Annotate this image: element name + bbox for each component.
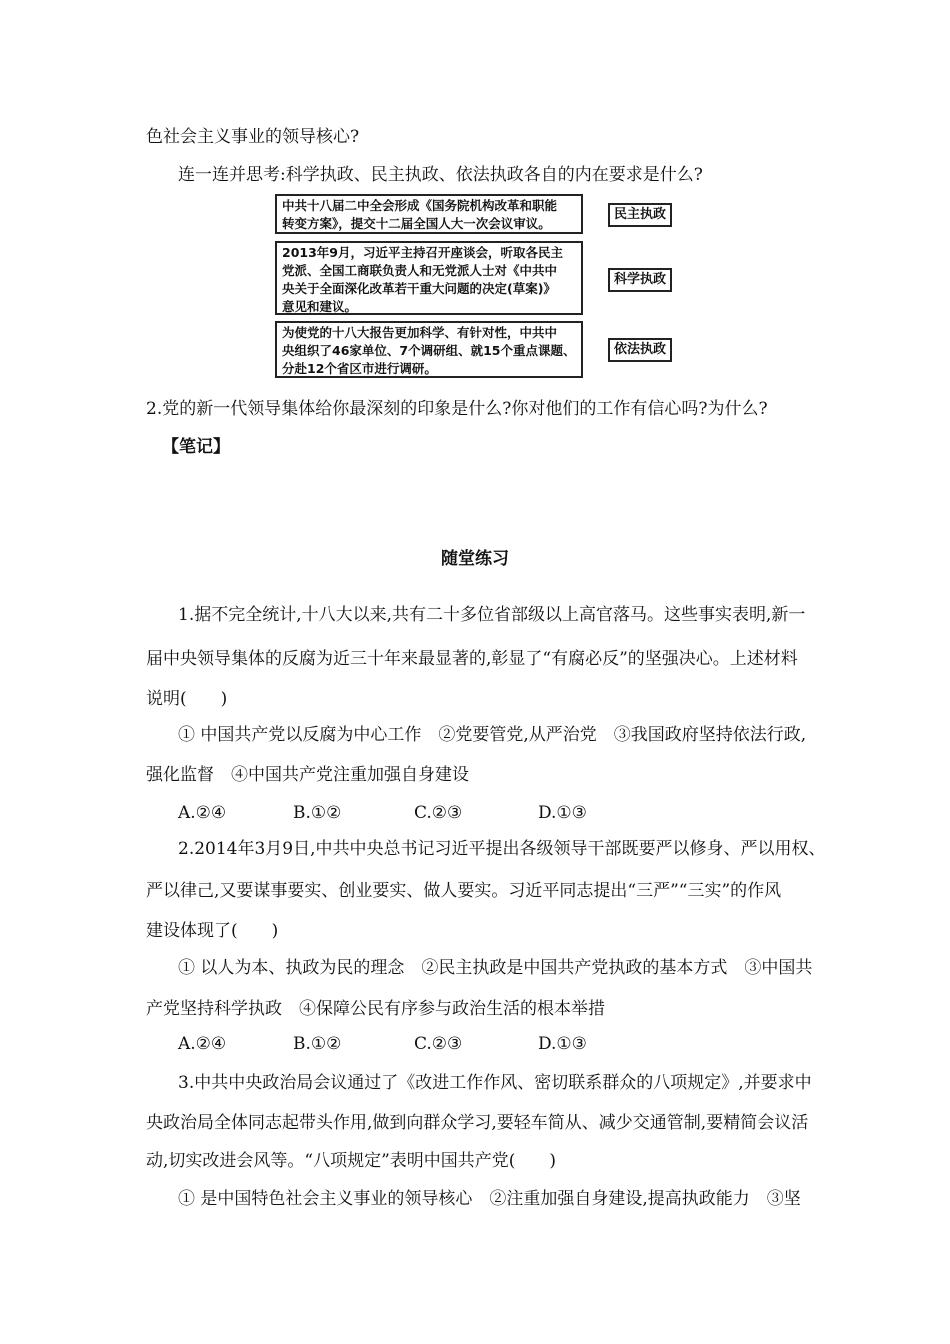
q1-line: 届中央领导集体的反腐为近三十年来最显著的,彰显了“有腐必反”的坚强决心。上述材料 (146, 649, 798, 669)
match-box-2-line: 意见和建议。 (282, 299, 358, 314)
q1-option-a[interactable]: A.②④ (178, 803, 227, 823)
q2-option-d[interactable]: D.①③ (538, 1034, 587, 1054)
q2-option-c[interactable]: C.②③ (414, 1034, 463, 1054)
q1-line: 说明( ) (146, 689, 228, 709)
match-box-3-line: 为使党的十八大报告更加科学、有针对性，中共中 (282, 325, 558, 340)
match-box-2-line: 党派、全国工商联负责人和无党派人士对《中共中 (282, 263, 558, 278)
q2-statement: 产党坚持科学执政 ④保障公民有序参与政治生活的根本举措 (146, 999, 605, 1019)
q2-line: 建设体现了( ) (146, 921, 279, 941)
match-tag-lawful: 依法执政 (608, 338, 672, 362)
q2-statement: ① 以人为本、执政为民的理念 ②民主执政是中国共产党执政的基本方式 ③中国共 (178, 958, 813, 978)
match-box-1-line: 中共十八届二中全会形成《国务院机构改革和职能 (282, 198, 558, 213)
notes-label: 【笔记】 (162, 437, 230, 457)
match-box-3-line: 分赴12个省区市进行调研。 (282, 361, 437, 376)
q2-line: 严以律己,又要谋事要实、创业要实、做人要实。习近平同志提出“三严”“三实”的作风 (146, 881, 782, 901)
q1-option-b[interactable]: B.①② (293, 803, 342, 823)
q1-statement: 强化监督 ④中国共产党注重加强自身建设 (146, 765, 469, 785)
section-title: 随堂练习 (441, 549, 509, 569)
q2-line: 2.2014年3月9日,中共中央总书记习近平提出各级领导干部既要严以修身、严以用权、 (178, 839, 826, 859)
q1-option-c[interactable]: C.②③ (414, 803, 463, 823)
match-box-2-line: 2013年9月，习近平主持召开座谈会，听取各民主 (282, 245, 563, 260)
match-box-1-line: 转变方案》，提交十二届全国人大一次会议审议。 (282, 216, 551, 231)
match-box-3 (275, 321, 583, 378)
intro-line-1: 色社会主义事业的领导核心? (146, 127, 360, 147)
q3-line: 3.中共中央政治局会议通过了《改进工作作风、密切联系群众的八项规定》,并要求中 (178, 1073, 812, 1093)
match-tag-scientific: 科学执政 (608, 268, 672, 292)
q1-line: 1.据不完全统计,十八大以来,共有二十多位省部级以上高官落马。这些事实表明,新一 (178, 605, 806, 625)
q3-line: 央政治局全体同志起带头作用,做到向群众学习,要轻车简从、减少交通管制,要精简会议活 (146, 1113, 809, 1133)
q3-line: 动,切实改进会风等。“八项规定”表明中国共产党( ) (146, 1151, 557, 1171)
match-box-2 (275, 241, 583, 315)
q2-option-a[interactable]: A.②④ (178, 1034, 227, 1054)
match-box-2-line: 央关于全面深化改革若干重大问题的决定(草案)》 (282, 281, 556, 296)
intro-line-2: 连一连并思考:科学执政、民主执政、依法执政各自的内在要求是什么? (178, 165, 703, 185)
match-box-1 (275, 194, 583, 234)
match-box-3-line: 央组织了46家单位、7个调研组、就15个重点课题、 (282, 343, 576, 358)
q2-option-b[interactable]: B.①② (293, 1034, 342, 1054)
q1-statement: ① 中国共产党以反腐为中心工作 ②党要管党,从严治党 ③我国政府坚持依法行政, (178, 725, 807, 745)
question-2: 2.党的新一代领导集体给你最深刻的印象是什么?你对他们的工作有信心吗?为什么? (146, 399, 768, 419)
q3-statement: ① 是中国特色社会主义事业的领导核心 ②注重加强自身建设,提高执政能力 ③坚 (178, 1189, 801, 1209)
q1-option-d[interactable]: D.①③ (538, 803, 587, 823)
match-tag-democratic: 民主执政 (608, 203, 672, 227)
